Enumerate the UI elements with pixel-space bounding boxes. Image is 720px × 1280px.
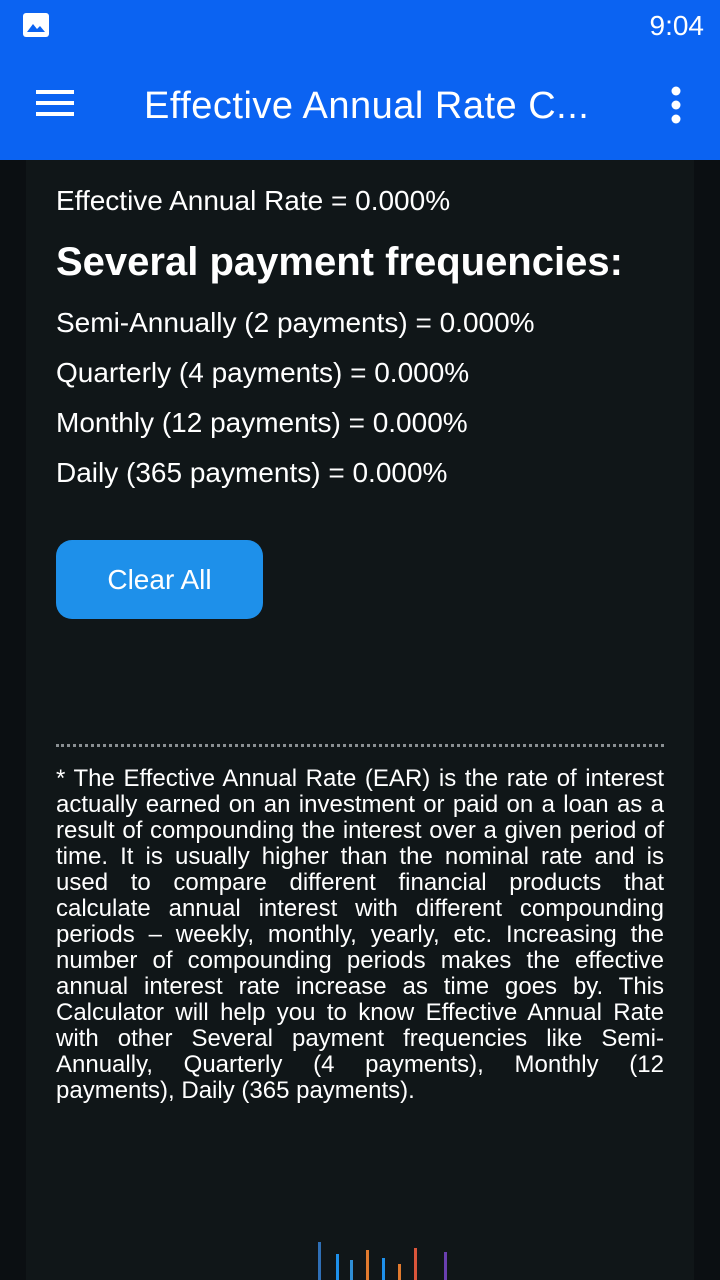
more-vert-icon[interactable] (664, 86, 688, 126)
effective-annual-rate-result: Effective Annual Rate = 0.000% (56, 185, 451, 216)
frequency-semi-annually: Semi-Annually (2 payments) = 0.000% (56, 307, 535, 338)
clear-all-button[interactable]: Clear All (56, 540, 263, 619)
frequency-daily: Daily (365 payments) = 0.000% (56, 457, 448, 488)
image-icon (22, 12, 50, 38)
frequency-monthly: Monthly (12 payments) = 0.000% (56, 407, 468, 438)
ear-description: * The Effective Annual Rate (EAR) is the rate of interest actually earned on an investment or paid on a loan as a result of compounding the interest over a given period of time. It is usually higher than the nominal rate and is used to compare different financial products that calculate annual interest with different compounding periods – weekly, monthly, yearly, etc. Increasing the number of compounding periods makes the effective annual interest rate increase as time goes by. This Calculator will help you to know Effective Annual Rate with other Several payment frequencies like Semi-Annually, Quarterly (4 payments), Monthly (12 payments), Daily (365 payments). (56, 765, 664, 1104)
status-bar (0, 0, 720, 52)
frequency-quarterly: Quarterly (4 payments) = 0.000% (56, 357, 470, 388)
app-title: Effective Annual Rate C... (144, 85, 590, 127)
frequency-list (56, 306, 535, 506)
loading-bars-icon (316, 1240, 456, 1280)
frequencies-heading: Several payment frequencies: (56, 240, 623, 284)
hamburger-menu-icon[interactable] (36, 88, 76, 118)
app-bar (0, 52, 720, 160)
content-card (26, 160, 694, 1280)
status-time: 9:04 (649, 10, 704, 41)
dotted-divider (56, 744, 664, 747)
